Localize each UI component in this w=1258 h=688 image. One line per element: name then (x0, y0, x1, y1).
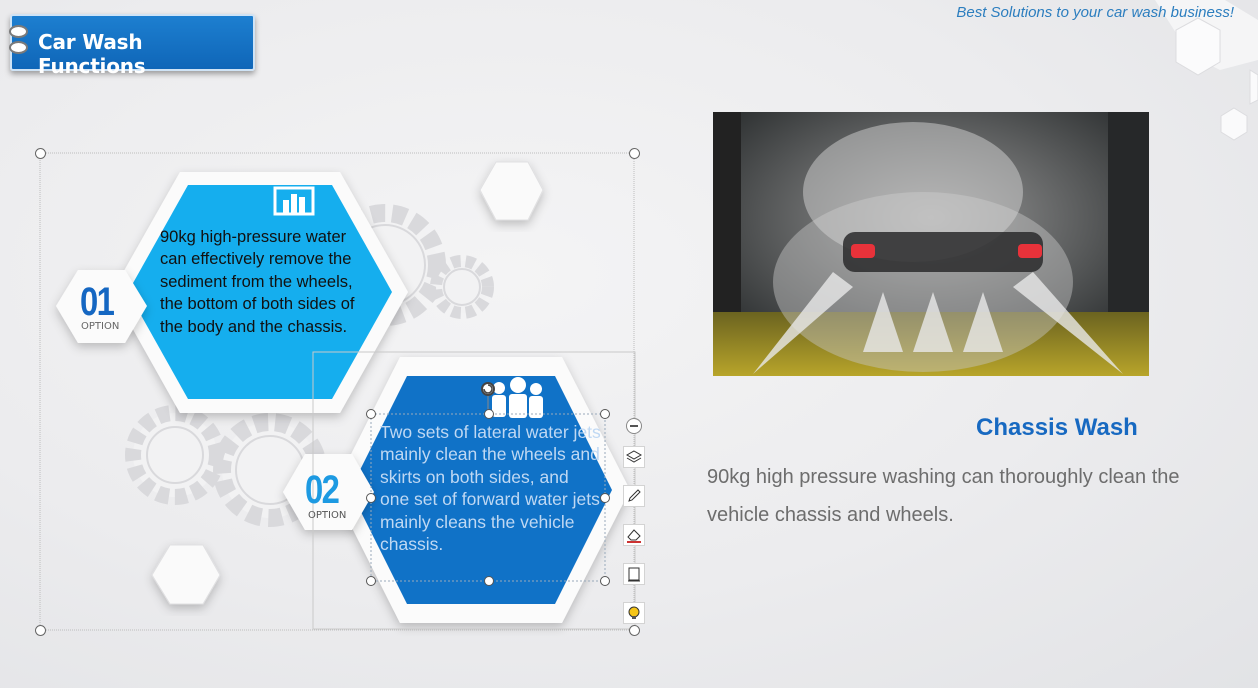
frame-button[interactable] (623, 563, 645, 585)
pen-icon (626, 488, 642, 504)
feature-description: 90kg high pressure washing can thoroughly clean the vehicle chassis and wheels. (707, 466, 1180, 526)
option-1-text: 90kg high-pressure water can effectively remove the sediment from the wheels, the bottom of both sides of the body and the chassis. (160, 228, 355, 336)
tagline: Best Solutions to your car wash business! (956, 4, 1234, 21)
layers-button[interactable] (623, 446, 645, 468)
frame-icon (626, 566, 642, 582)
option-2-text-editing[interactable]: Two sets of lateral water jets mainly clean the wheels and skirts on both sides, and one set of forward water jets mainly cleans the vehicle chassis. (380, 422, 601, 555)
resize-handle[interactable] (484, 409, 494, 419)
resize-handle[interactable] (366, 409, 376, 419)
resize-handle[interactable] (35, 625, 46, 636)
resize-handle[interactable] (366, 493, 376, 503)
resize-handle[interactable] (600, 576, 610, 586)
option-2-number: 02 (305, 468, 339, 512)
rotate-handle-icon[interactable] (480, 381, 496, 397)
resize-handle[interactable] (366, 576, 376, 586)
page-title: Car Wash Functions (38, 30, 146, 78)
design-ideas-button[interactable] (623, 602, 645, 624)
chassis-wash-photo (713, 112, 1149, 376)
collapse-toolbar-button[interactable] (626, 418, 642, 434)
resize-handle[interactable] (600, 409, 610, 419)
pen-button[interactable] (623, 485, 645, 507)
option-1-label: OPTION (81, 321, 120, 332)
option-1-number: 01 (80, 280, 114, 324)
resize-handle[interactable] (629, 148, 640, 159)
resize-handle[interactable] (629, 625, 640, 636)
feature-title: Chassis Wash (976, 414, 1138, 441)
eraser-button[interactable] (623, 524, 645, 546)
lightbulb-icon (626, 605, 642, 621)
resize-handle[interactable] (35, 148, 46, 159)
eraser-icon (626, 527, 642, 543)
option-2-label: OPTION (308, 510, 347, 521)
layers-icon (626, 449, 642, 465)
resize-handle[interactable] (484, 576, 494, 586)
